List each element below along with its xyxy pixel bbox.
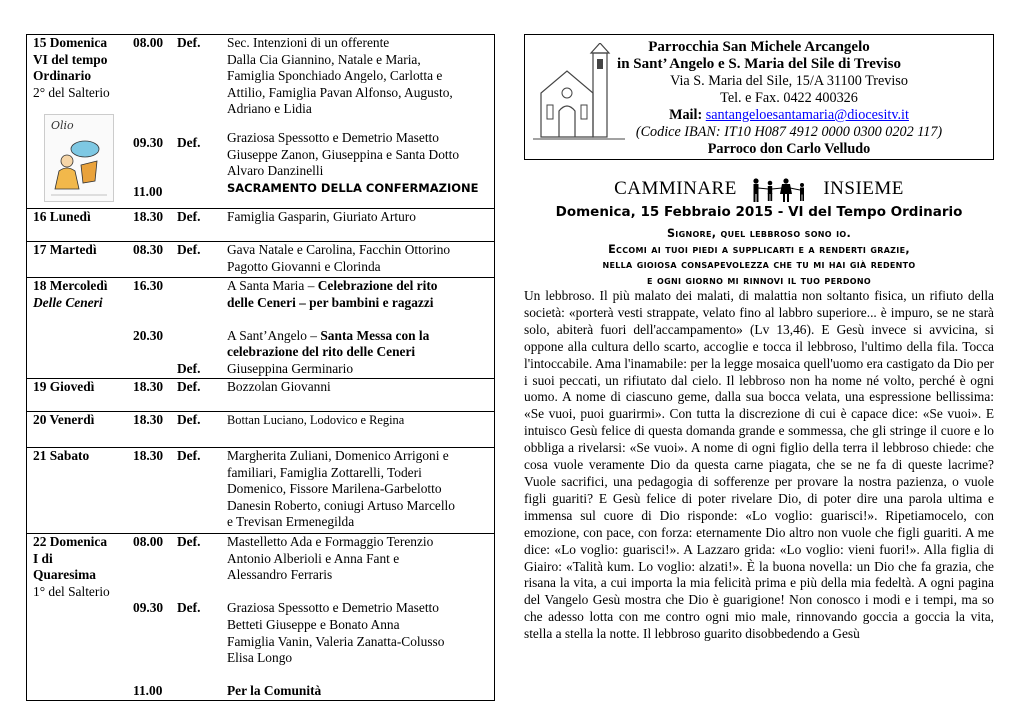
intention: Giuseppina Germinario bbox=[227, 360, 354, 376]
sunday-title: Domenica, 15 Febbraio 2015 - VI del Tempo Ordinario bbox=[555, 204, 963, 220]
prayer-line: Signore, quel lebbroso sono io. bbox=[666, 227, 852, 240]
parroco: Parroco don Carlo Velludo bbox=[707, 141, 871, 157]
mass-time: 08.00 bbox=[133, 534, 164, 549]
intention: Graziosa Spessotto e Demetrio Masetto bbox=[227, 129, 439, 145]
intention: Adriano e Lidia bbox=[227, 101, 312, 117]
def-label: Def. bbox=[177, 360, 201, 376]
intention: Danesin Roberto, coniugi Artuso Marcello bbox=[227, 497, 455, 513]
table-row bbox=[27, 412, 495, 448]
intention: Domenico, Fissore Marilena-Garbelotto bbox=[227, 481, 442, 497]
day-label: 19 Giovedì bbox=[33, 379, 95, 394]
day-sub: Ordinario bbox=[33, 68, 92, 84]
intention: Elisa Longo bbox=[227, 650, 293, 666]
mail-link[interactable]: santangeloesantamaria@diocesitv.it bbox=[705, 107, 909, 123]
table-row bbox=[27, 448, 495, 534]
day-label: 22 Domenica bbox=[33, 534, 108, 549]
day-sub: Delle Ceneri bbox=[33, 294, 103, 310]
day-label: 15 Domenica bbox=[33, 35, 108, 50]
intention: Mastelletto Ada e Formaggio Terenzio bbox=[227, 534, 434, 549]
intention: Antonio Alberioli e Anna Fant e bbox=[227, 550, 400, 566]
intention: Sec. Intenzioni di un offerente bbox=[227, 35, 390, 50]
parish-location: in Sant’ Angelo e S. Maria del Sile di Treviso bbox=[617, 56, 901, 72]
def-label: Def. bbox=[177, 209, 201, 224]
intention: e Trevisan Ermenegilda bbox=[227, 514, 355, 530]
intention: Alessandro Ferraris bbox=[227, 567, 333, 583]
parish-address: Via S. Maria del Sile, 15/A 31100 Treviso bbox=[670, 73, 908, 89]
table-row bbox=[27, 278, 495, 379]
title-left: CAMMINARE bbox=[614, 178, 737, 199]
intention: A Sant’Angelo – bbox=[227, 327, 321, 343]
intention: familiari, Famiglia Zottarelli, Toderi bbox=[227, 464, 422, 480]
intention: Gava Natale e Carolina, Facchin Ottorino bbox=[227, 242, 451, 257]
intention: celebrazione del rito delle Ceneri bbox=[227, 344, 416, 360]
mass-time: 18.30 bbox=[133, 448, 164, 463]
title-right: INSIEME bbox=[823, 178, 904, 199]
mass-time: 08.30 bbox=[133, 242, 164, 257]
day-label: 21 Sabato bbox=[33, 448, 90, 463]
intention: Dalla Cia Giannino, Natale e Maria, bbox=[227, 51, 421, 67]
olio-label: Olio bbox=[51, 119, 74, 132]
intention: Giuseppe Zanon, Giuseppina e Santa Dotto bbox=[227, 146, 460, 162]
intention: Pagotto Giovanni e Clorinda bbox=[227, 258, 381, 274]
intention: Per la Comunità bbox=[227, 683, 322, 699]
day-sub: VI del tempo bbox=[33, 51, 108, 67]
day-sub: 2° del Salterio bbox=[33, 84, 110, 100]
intention: A Santa Maria – bbox=[227, 278, 318, 293]
intention: delle Ceneri – per bambini e ragazzi bbox=[227, 294, 434, 310]
confirmation-label: SACRAMENTO DELLA CONFERMAZIONE bbox=[227, 180, 479, 195]
day-sub: I di bbox=[33, 550, 53, 566]
table-row bbox=[27, 242, 495, 278]
bulletin-title bbox=[524, 176, 994, 202]
mass-time: 18.30 bbox=[133, 379, 164, 394]
intention: Bozzolan Giovanni bbox=[227, 379, 331, 394]
def-label: Def. bbox=[177, 134, 201, 150]
parish-header: Parrocchia San Michele Arcangelo in Sant’ Angelo e S. Maria del Sile di Treviso Via S. Maria del Sile, 15/A 31100 Treviso Tel. e Fax. 0422 400326 Mail: santangeloesantamaria@diocesitv.it (Codice IBAN: IT10 H087 4912 0000 0300 0202 117) Parroco don Carlo Velludo bbox=[524, 34, 994, 160]
table-row bbox=[27, 379, 495, 412]
mass-time: 11.00 bbox=[133, 683, 163, 699]
def-label: Def. bbox=[177, 379, 201, 394]
intention: Famiglia Gasparin, Giuriato Arturo bbox=[227, 209, 416, 224]
mass-time: 09.30 bbox=[133, 600, 164, 616]
day-sub: Quaresima bbox=[33, 567, 96, 583]
intention: Betteti Giuseppe e Bonato Anna bbox=[227, 616, 400, 632]
intention: Margherita Zuliani, Domenico Arrigoni e bbox=[227, 448, 449, 463]
mass-time: 20.30 bbox=[133, 327, 164, 343]
def-label: Def. bbox=[177, 412, 201, 427]
prayer-line: Eccomi ai tuoi piedi a supplicarti e a renderti grazie, bbox=[608, 242, 910, 256]
family-icon bbox=[748, 178, 812, 202]
oil-drawing-icon bbox=[45, 115, 113, 201]
olio-illustration bbox=[44, 114, 114, 202]
def-label: Def. bbox=[177, 242, 201, 257]
day-label: 18 Mercoledì bbox=[33, 278, 108, 293]
prayer-line: e ogni giorno mi rinnovi il tuo perdono bbox=[647, 273, 871, 287]
intention: Santa Messa con la bbox=[320, 327, 430, 343]
day-label: 20 Venerdì bbox=[33, 412, 95, 427]
mass-time: 18.30 bbox=[133, 209, 164, 224]
mail-label: Mail bbox=[669, 107, 698, 123]
def-label: Def. bbox=[177, 534, 201, 549]
mass-time: 11.00 bbox=[133, 184, 163, 200]
prayer bbox=[524, 226, 994, 288]
day-sub: 1° del Salterio bbox=[33, 583, 110, 599]
prayer-line: nella gioiosa consapevolezza che tu mi hai già redento bbox=[602, 258, 916, 271]
intention: Celebrazione del rito bbox=[317, 278, 438, 293]
day-label: 16 Lunedì bbox=[33, 209, 91, 224]
table-row bbox=[27, 534, 495, 701]
intention: Famiglia Sponchiado Angelo, Carlotta e bbox=[227, 68, 443, 84]
gospel-commentary: Un lebbroso. Il più malato dei malati, di malattia non soltanto fisica, un rifiuto della società: «porterà vesti strappate, velato fino al labbro superiore... è impuro, se ne starà solo, abiterà fuori dell'accampamento» (Lv 13,46). E Gesù invece si avvicina, si oppone alla cultura dello scarto, accoglie e tocca il lebbroso, l'ultimo della fila. Tocca l'intoccabile. Ama l'inamabile: per la legge mosaica quell'uomo era castigato da Dio per i suoi peccati, un rifiutato dal cielo. Il lebbroso non ha nome né volto, perché è ogni uomo. A nome di ciascuno geme, dalla sua bocca velata, una espressione bellissima: «Se vuoi, puoi guarirmi». Con tutta la discrezione di cui è capace dice: «Se vuoi». E intuisco Gesù felice di questa domanda grande e sommessa, che gli stringe il cuore e lo obbliga a rivelarsi: «Se vuoi». A nome di ogni figlio della terra il lebbroso chiede: che cosa vuole veramente Dio da questa carne piagata, che se ne fa di queste lacrime? Vuole sacrifici, una pedagogia di sofferenze per provare la nostra pazienza, o vuole figli guariti? E Gesù felice di poter rivelare Dio, di poter dire una parola ultima e immensa sul cuore di Dio risponde: «Lo voglio: guarisci!». Ripetiamocelo, con emozione, con pace, con forza: eternamente Dio altro non vuole che figli guariti. A me dice: «Lo voglio: guarisci!». A Lazzaro grida: «Lo voglio: vieni fuori!». Alla figlia di Giairo: «Talità kum. Lo voglio: alzati!». È la buona novella: un Dio che fa grazia, che risana la vita, a cui importa la mia felicità prima e più della mia fedeltà. A ogni pagina del Vangelo Gesù mostra che Dio è guarigione! Non conosco i modi e i tempi, ma so che adesso lotta con me contro ogni mio male, rinnovando goccia a goccia la vita, stella a stella la notte. Il lebbroso guarito disobbedendo a Gesù bbox=[524, 288, 994, 642]
bulletin-right bbox=[524, 34, 994, 643]
mass-time: 16.30 bbox=[133, 278, 164, 293]
parish-phone: Tel. e Fax. 0422 400326 bbox=[720, 90, 858, 106]
def-label: Def. bbox=[177, 600, 201, 616]
intention: Graziosa Spessotto e Demetrio Masetto bbox=[227, 600, 439, 616]
iban: (Codice IBAN: IT10 H087 4912 0000 0300 0202 117) bbox=[635, 124, 943, 140]
intention: Attilio, Famiglia Pavan Alfonso, Augusto, bbox=[227, 84, 453, 100]
mass-time: 08.00 bbox=[133, 35, 164, 50]
intention: Bottan Luciano, Lodovico e Regina bbox=[227, 413, 405, 427]
intention: Famiglia Vanin, Valeria Zanatta-Colusso bbox=[227, 633, 445, 649]
day-label: 17 Martedì bbox=[33, 242, 97, 257]
def-label: Def. bbox=[177, 448, 201, 463]
parish-name: Parrocchia San Michele Arcangelo bbox=[648, 39, 870, 55]
def-label: Def. bbox=[177, 35, 201, 50]
mass-time: 18.30 bbox=[133, 412, 164, 427]
mass-time: 09.30 bbox=[133, 134, 164, 150]
intention: Alvaro Danzinelli bbox=[227, 163, 324, 179]
table-row bbox=[27, 209, 495, 242]
